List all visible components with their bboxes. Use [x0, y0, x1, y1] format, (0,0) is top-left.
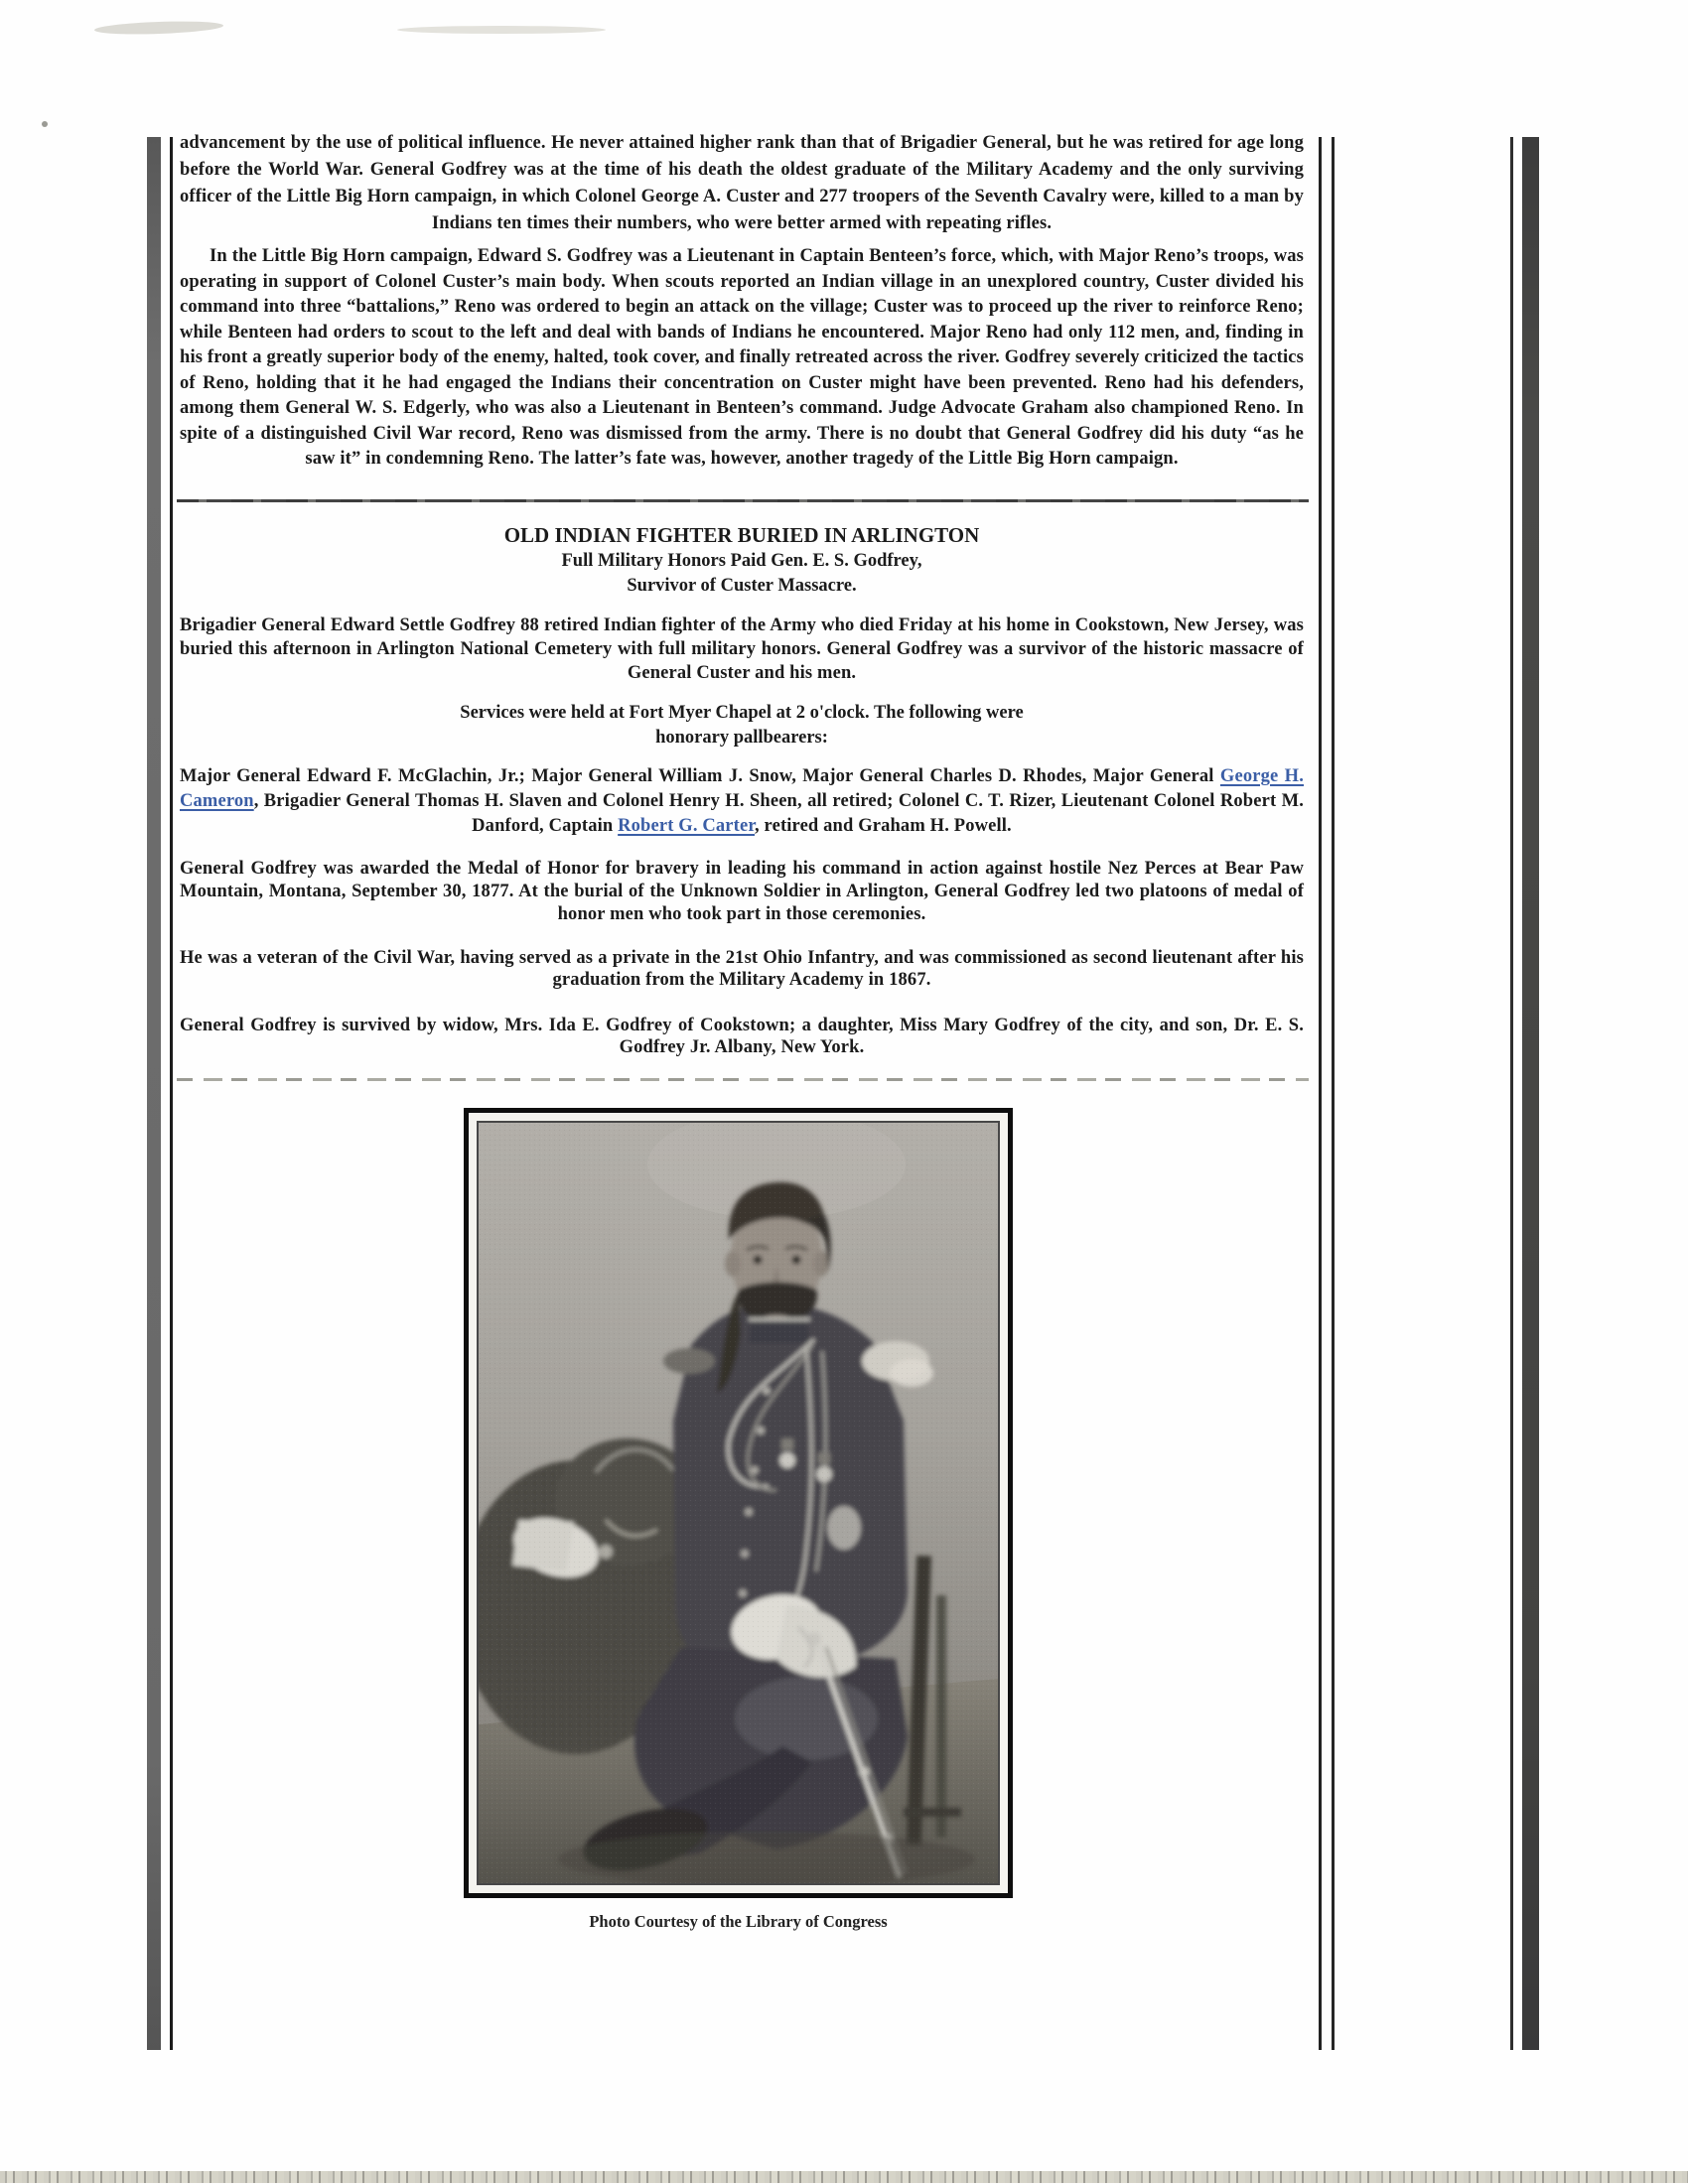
- pallbearers-paragraph: [180, 764, 1304, 839]
- scan-speck: [42, 121, 48, 127]
- services-line-1: Services were held at Fort Myer Chapel at 2 o'clock. The following were: [460, 703, 1024, 723]
- obituary-headline-block: [180, 522, 1304, 599]
- subhead-2: Survivor of Custer Massacre.: [627, 576, 857, 596]
- civil-war-veteran-paragraph: He was a veteran of the Civil War, having served as a private in the 21st Ohio Infantry, and was commissioned as second lieutenant after his graduation from the Military Academy in 1867.: [180, 948, 1304, 990]
- scan-smudge: [397, 26, 606, 34]
- survivors-paragraph: General Godfrey is survived by widow, Mrs. Ida E. Godfrey of Cookstown; a daughter, Miss Mary Godfrey of the city, and son, Dr. E. S. Godfrey Jr. Albany, New York.: [180, 1016, 1304, 1057]
- portrait-photo-illustration: [479, 1123, 998, 1883]
- left-binding-bar: [147, 137, 161, 2050]
- pallbearers-part-1: Major General Edward F. McGlachin, Jr.; Major General William J. Snow, Major General Charles D. Rhodes, Major General: [180, 766, 1220, 786]
- photo-caption: Photo Courtesy of the Library of Congress: [589, 1912, 888, 1931]
- pallbearers-part-3: , retired and Graham H. Powell.: [755, 816, 1012, 836]
- right-border-line-inner: [1319, 137, 1322, 2050]
- right-binding-bar: [1522, 137, 1539, 2050]
- bottom-scan-edge: [0, 2171, 1688, 2183]
- services-line-2: honorary pallbearers:: [655, 728, 828, 748]
- pallbearers-part-2: , Brigadier General Thomas H. Slaven and Colonel Henry H. Sheen, all retired; Colonel C. T. Rizer, Lieutenant Colonel Robert M. Danford, Captain: [253, 791, 1304, 836]
- link-george-h-cameron[interactable]: George H. Cameron: [180, 766, 1304, 811]
- section-divider-rule: [177, 499, 1309, 502]
- services-paragraph: [180, 701, 1304, 751]
- dashed-divider-rule: [177, 1078, 1309, 1081]
- subhead-1: Full Military Honors Paid Gen. E. S. Godfrey,: [561, 551, 922, 571]
- left-border-line: [170, 137, 173, 2050]
- medal-of-honor-paragraph: General Godfrey was awarded the Medal of Honor for bravery in leading his command in action against hostile Nez Perces at Bear Paw Mountain, Montana, September 30, 1877. At the burial of the Unknown Soldier in Arlington, General Godfrey led two platoons of medal of honor men who took part in those ceremonies.: [180, 859, 1304, 924]
- scan-smudge: [94, 20, 223, 37]
- portrait-photo: [477, 1121, 1000, 1885]
- lead-paragraph: Brigadier General Edward Settle Godfrey 88 retired Indian fighter of the Army who died Friday at his home in Cookstown, New Jersey, was buried this afternoon in Arlington National Cemetery with full military honors. General Godfrey was a survivor of the historic massacre of General Custer and his men.: [180, 615, 1304, 683]
- continuation-paragraph: advancement by the use of political influence. He never attained higher rank than that of Brigadier General, but he was retired for age long before the World War. General Godfrey was at the time of his death the oldest graduate of the Military Academy and the only surviving officer of the Little Big Horn campaign, in which Colonel George A. Custer and 277 troopers of the Seventh Cavalry were, killed to a man by Indians ten times their numbers, who were better armed with repeating rifles.: [180, 133, 1304, 233]
- portrait-photo-frame: [464, 1108, 1013, 1898]
- right-border-line-outer: [1332, 137, 1335, 2050]
- little-big-horn-paragraph: In the Little Big Horn campaign, Edward S. Godfrey was a Lieutenant in Captain Benteen’s force, which, with Major Reno’s troops, was operating in support of Colonel Custer’s main body. When scouts reported an Indian village in an unexplored country, Custer divided his command into three “battalions,” Reno was ordered to begin an attack on the village; Custer was to proceed up the river to reinforce Reno; while Benteen had orders to scout to the left and deal with bands of Indians he encountered. Major Reno had only 112 men, and, finding in his front a greatly superior body of the enemy, halted, took cover, and finally retreated across the river. Godfrey severely criticized the tactics of Reno, holding that it he had engaged the Indians their concentration on Custer might have been prevented. Reno had his defenders, among them General W. S. Edgerly, who was also a Lieutenant in Benteen’s command. Judge Advocate Graham also championed Reno. In spite of a distinguished Civil War record, Reno was dismissed from the army. There is no doubt that General Godfrey did his duty “as he saw it” in condemning Reno. The latter’s fate was, however, another tragedy of the Little Big Horn campaign.: [180, 246, 1304, 469]
- link-robert-g-carter[interactable]: Robert G. Carter: [618, 816, 755, 836]
- far-right-border-line: [1510, 137, 1513, 2050]
- headline: OLD INDIAN FIGHTER BURIED IN ARLINGTON: [503, 523, 980, 547]
